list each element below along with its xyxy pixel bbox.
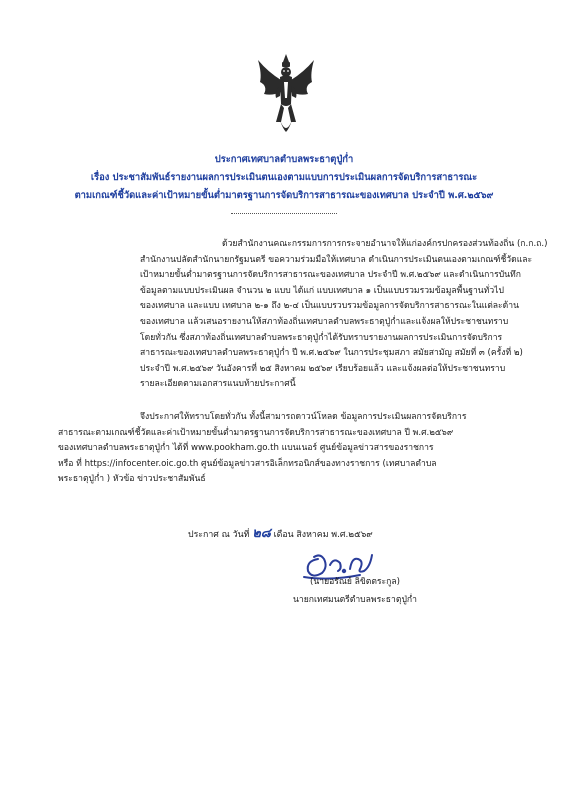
divider	[231, 213, 337, 214]
paragraph-line: ข้อมูลตามแบบประเมินผล จำนวน ๒ แบบ ได้แก่ แบบเทศบาล ๑ เป็นแบบรวมรวมข้อมูลพื้นฐานทั่วไป	[140, 285, 504, 296]
date-day: ๒๘	[252, 526, 271, 541]
paragraph-line: ด้วยสำนักงานคณะกรรมการการกระจายอำนาจให้แก่องค์กรปกครองส่วนท้องถิ่น (ก.ก.ถ.)	[222, 239, 548, 249]
paragraph-line: โดยทั่วกัน ซึ่งสภาท้องถิ่นเทศบาลตำบลพระธาตุปู่ก่ำได้รับทราบรายงานผลการประเมินการจัดบริการ	[140, 332, 503, 343]
paragraph-2	[58, 410, 512, 488]
paragraph-line: หรือ ที่ https://infocenter.oic.go.th ศูนย์ข้อมูลข่าวสารอิเล็กทรอนิกส์ของทางราชการ (เทศบาลตำบล	[58, 458, 437, 469]
garuda-emblem-icon	[254, 52, 318, 142]
subject-line-1: เรื่อง ประชาสัมพันธ์รายงานผลการประเมินตนเองตามแบบการประเมินผลการจัดบริการสาธารณะ	[90, 172, 478, 183]
paragraph-line: ของเทศบาล แล้วเสนอรายงานให้สภาท้องถิ่นเทศบาลตำบลพระธาตุปู่ก่ำและแจ้งผลให้ประชาชนทราบ	[140, 316, 509, 327]
date-month-year: เดือน สิงหาคม พ.ศ.๒๕๖๙	[273, 530, 373, 540]
paragraph-line: รายละเอียดตามเอกสารแนบท้ายประกาศนี้	[140, 379, 296, 390]
paragraph-line: จึงประกาศให้ทราบโดยทั่วกัน ทั้งนี้สามารถดาวน์โหลด ข้อมูลการประเมินผลการจัดบริการ	[140, 412, 467, 422]
paragraph-line: สำนักงานปลัดสำนักนายกรัฐมนตรี ขอความร่วมมือให้เทศบาล ดำเนินการประเมินตนเองตามเกณฑ์ชี้วัดและ	[140, 254, 533, 265]
paragraph-line: สาธารณะของเทศบาลตำบลพระธาตุปู่ก่ำ ปี พ.ศ.๒๕๖๙ ในการประชุมสภา สมัยสามัญ สมัยที่ ๓ (ครั้งที่ ๒)	[140, 348, 523, 359]
signatory-name: (นายอรัณย์ ลิขิตตระกูล)	[310, 577, 400, 587]
announcement-title: ประกาศเทศบาลตำบลพระธาตุปู่ก่ำ	[214, 154, 354, 165]
paragraph-line: ของเทศบาล และแบบ เทศบาล ๒-๑ ถึง ๒-๔ เป็นแบบรวบรวมข้อมูลการจัดบริการสาธารณะในแต่ละด้าน	[140, 301, 519, 312]
paragraph-line: สาธารณะตามเกณฑ์ชี้วัดและค่าเป้าหมายขั้นต่ำมาตรฐานการจัดบริการสาธารณะของเทศบาล ปี พ.ศ.๒๕๖๙	[58, 427, 454, 438]
paragraph-1	[58, 237, 548, 393]
signatory-position: นายกเทศมนตรีตำบลพระธาตุปู่ก่ำ	[293, 595, 417, 605]
announcement-date	[188, 522, 373, 543]
date-prefix: ประกาศ ณ วันที่	[188, 530, 250, 540]
paragraph-line: ของเทศบาลตำบลพระธาตุปู่ก่ำ ได้ที่ www.pookham.go.th แบนเนอร์ ศูนย์ข้อมูลข่าวสารของราชการ	[58, 443, 434, 454]
subject-line-2: ตามเกณฑ์ชี้วัดและค่าเป้าหมายขั้นต่ำมาตรฐานการจัดบริการสาธารณะของเทศบาล ประจำปี พ.ศ.๒๕๖๙	[74, 190, 494, 201]
paragraph-line: ประจำปี พ.ศ.๒๕๖๙ วันอังคารที่ ๒๕ สิงหาคม ๒๕๖๙ เรียบร้อยแล้ว และแจ้งผลต่อให้ประชาชนทราบ	[140, 363, 506, 374]
paragraph-line: เป้าหมายขั้นต่ำมาตรฐานการจัดบริการสาธารณะของเทศบาล ประจำปี พ.ศ.๒๕๖๙ และดำเนินการบันทึก	[140, 270, 521, 281]
paragraph-line: พระธาตุปู่ก่ำ ) หัวข้อ ข่าวประชาสัมพันธ์	[58, 474, 206, 485]
